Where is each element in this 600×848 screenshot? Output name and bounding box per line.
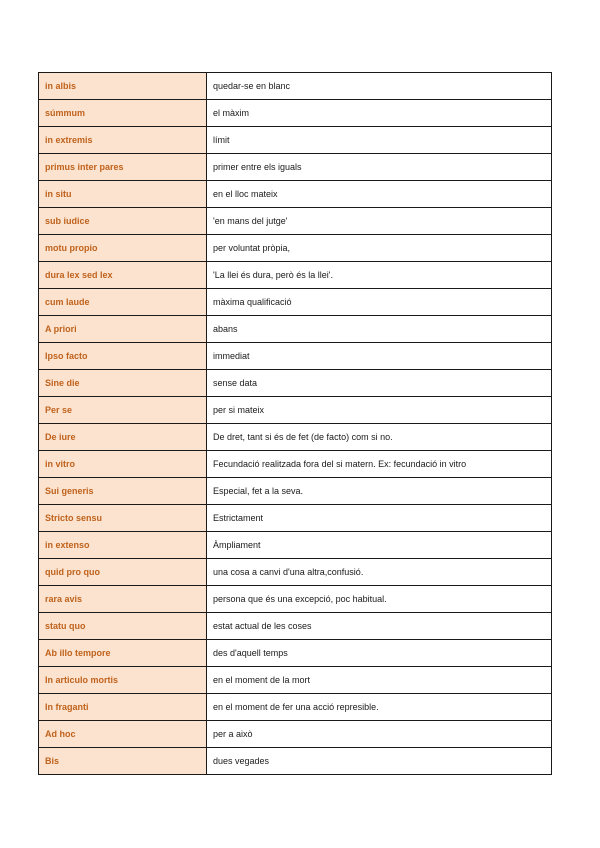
table-row	[39, 289, 552, 316]
latin-term-cell: in extremis	[39, 127, 207, 154]
table-row	[39, 424, 552, 451]
latin-term-cell: Bis	[39, 748, 207, 775]
definition-cell: Especial, fet a la seva.	[207, 478, 552, 505]
table-row	[39, 451, 552, 478]
latin-term-cell: quid pro quo	[39, 559, 207, 586]
definition-cell: dues vegades	[207, 748, 552, 775]
table-row	[39, 721, 552, 748]
definition-cell: una cosa a canvi d'una altra,confusió.	[207, 559, 552, 586]
definition-cell: des d'aquell temps	[207, 640, 552, 667]
definition-cell: en el lloc mateix	[207, 181, 552, 208]
definition-cell: 'en mans del jutge'	[207, 208, 552, 235]
latin-term-cell: Ab illo tempore	[39, 640, 207, 667]
latin-term-cell: dura lex sed lex	[39, 262, 207, 289]
table-row	[39, 208, 552, 235]
table-row	[39, 478, 552, 505]
definition-cell: persona que és una excepció, poc habitual.	[207, 586, 552, 613]
definition-cell: immediat	[207, 343, 552, 370]
definition-cell: per a això	[207, 721, 552, 748]
latin-term-cell: in vitro	[39, 451, 207, 478]
table-row	[39, 181, 552, 208]
latin-term-cell: súmmum	[39, 100, 207, 127]
table-row	[39, 640, 552, 667]
table-row	[39, 73, 552, 100]
table-body	[39, 73, 552, 775]
latin-term-cell: De iure	[39, 424, 207, 451]
table-row	[39, 343, 552, 370]
table-row	[39, 370, 552, 397]
definition-cell: abans	[207, 316, 552, 343]
table-row	[39, 586, 552, 613]
table-row	[39, 613, 552, 640]
table-row	[39, 316, 552, 343]
definition-cell: 'La llei és dura, però és la llei'.	[207, 262, 552, 289]
definition-cell: primer entre els iguals	[207, 154, 552, 181]
definition-cell: De dret, tant si és de fet (de facto) com si no.	[207, 424, 552, 451]
definition-cell: en el moment de fer una acció represible.	[207, 694, 552, 721]
latin-term-cell: motu propio	[39, 235, 207, 262]
latin-term-cell: statu quo	[39, 613, 207, 640]
latin-term-cell: Sui generis	[39, 478, 207, 505]
latin-term-cell: Sine die	[39, 370, 207, 397]
latin-term-cell: in situ	[39, 181, 207, 208]
latin-term-cell: sub iudice	[39, 208, 207, 235]
definition-cell: límit	[207, 127, 552, 154]
definition-cell: en el moment de la mort	[207, 667, 552, 694]
definition-cell: màxima qualificació	[207, 289, 552, 316]
latin-term-cell: in extenso	[39, 532, 207, 559]
table-row	[39, 694, 552, 721]
table-row	[39, 127, 552, 154]
definition-cell: Estrictament	[207, 505, 552, 532]
table-row	[39, 397, 552, 424]
latin-term-cell: A priori	[39, 316, 207, 343]
definition-cell: per voluntat pròpia,	[207, 235, 552, 262]
table-row	[39, 505, 552, 532]
definition-cell: Fecundació realitzada fora del si matern. Ex: fecundació in vitro	[207, 451, 552, 478]
latin-term-cell: Per se	[39, 397, 207, 424]
table-row	[39, 262, 552, 289]
latin-term-cell: Stricto sensu	[39, 505, 207, 532]
table-row	[39, 235, 552, 262]
definition-cell: el màxim	[207, 100, 552, 127]
table-row	[39, 532, 552, 559]
definition-cell: estat actual de les coses	[207, 613, 552, 640]
latin-term-cell: cum laude	[39, 289, 207, 316]
latin-term-cell: in albis	[39, 73, 207, 100]
latin-term-cell: rara avis	[39, 586, 207, 613]
definition-cell: per si mateix	[207, 397, 552, 424]
table-row	[39, 559, 552, 586]
latin-term-cell: In articulo mortis	[39, 667, 207, 694]
table-row	[39, 154, 552, 181]
latin-term-cell: Ad hoc	[39, 721, 207, 748]
latin-term-cell: In fraganti	[39, 694, 207, 721]
latin-term-cell: primus inter pares	[39, 154, 207, 181]
latin-expressions-table	[38, 72, 552, 775]
table-row	[39, 667, 552, 694]
definition-cell: sense data	[207, 370, 552, 397]
table-row	[39, 100, 552, 127]
definition-cell: quedar-se en blanc	[207, 73, 552, 100]
table-row	[39, 748, 552, 775]
latin-term-cell: Ipso facto	[39, 343, 207, 370]
definition-cell: Àmpliament	[207, 532, 552, 559]
